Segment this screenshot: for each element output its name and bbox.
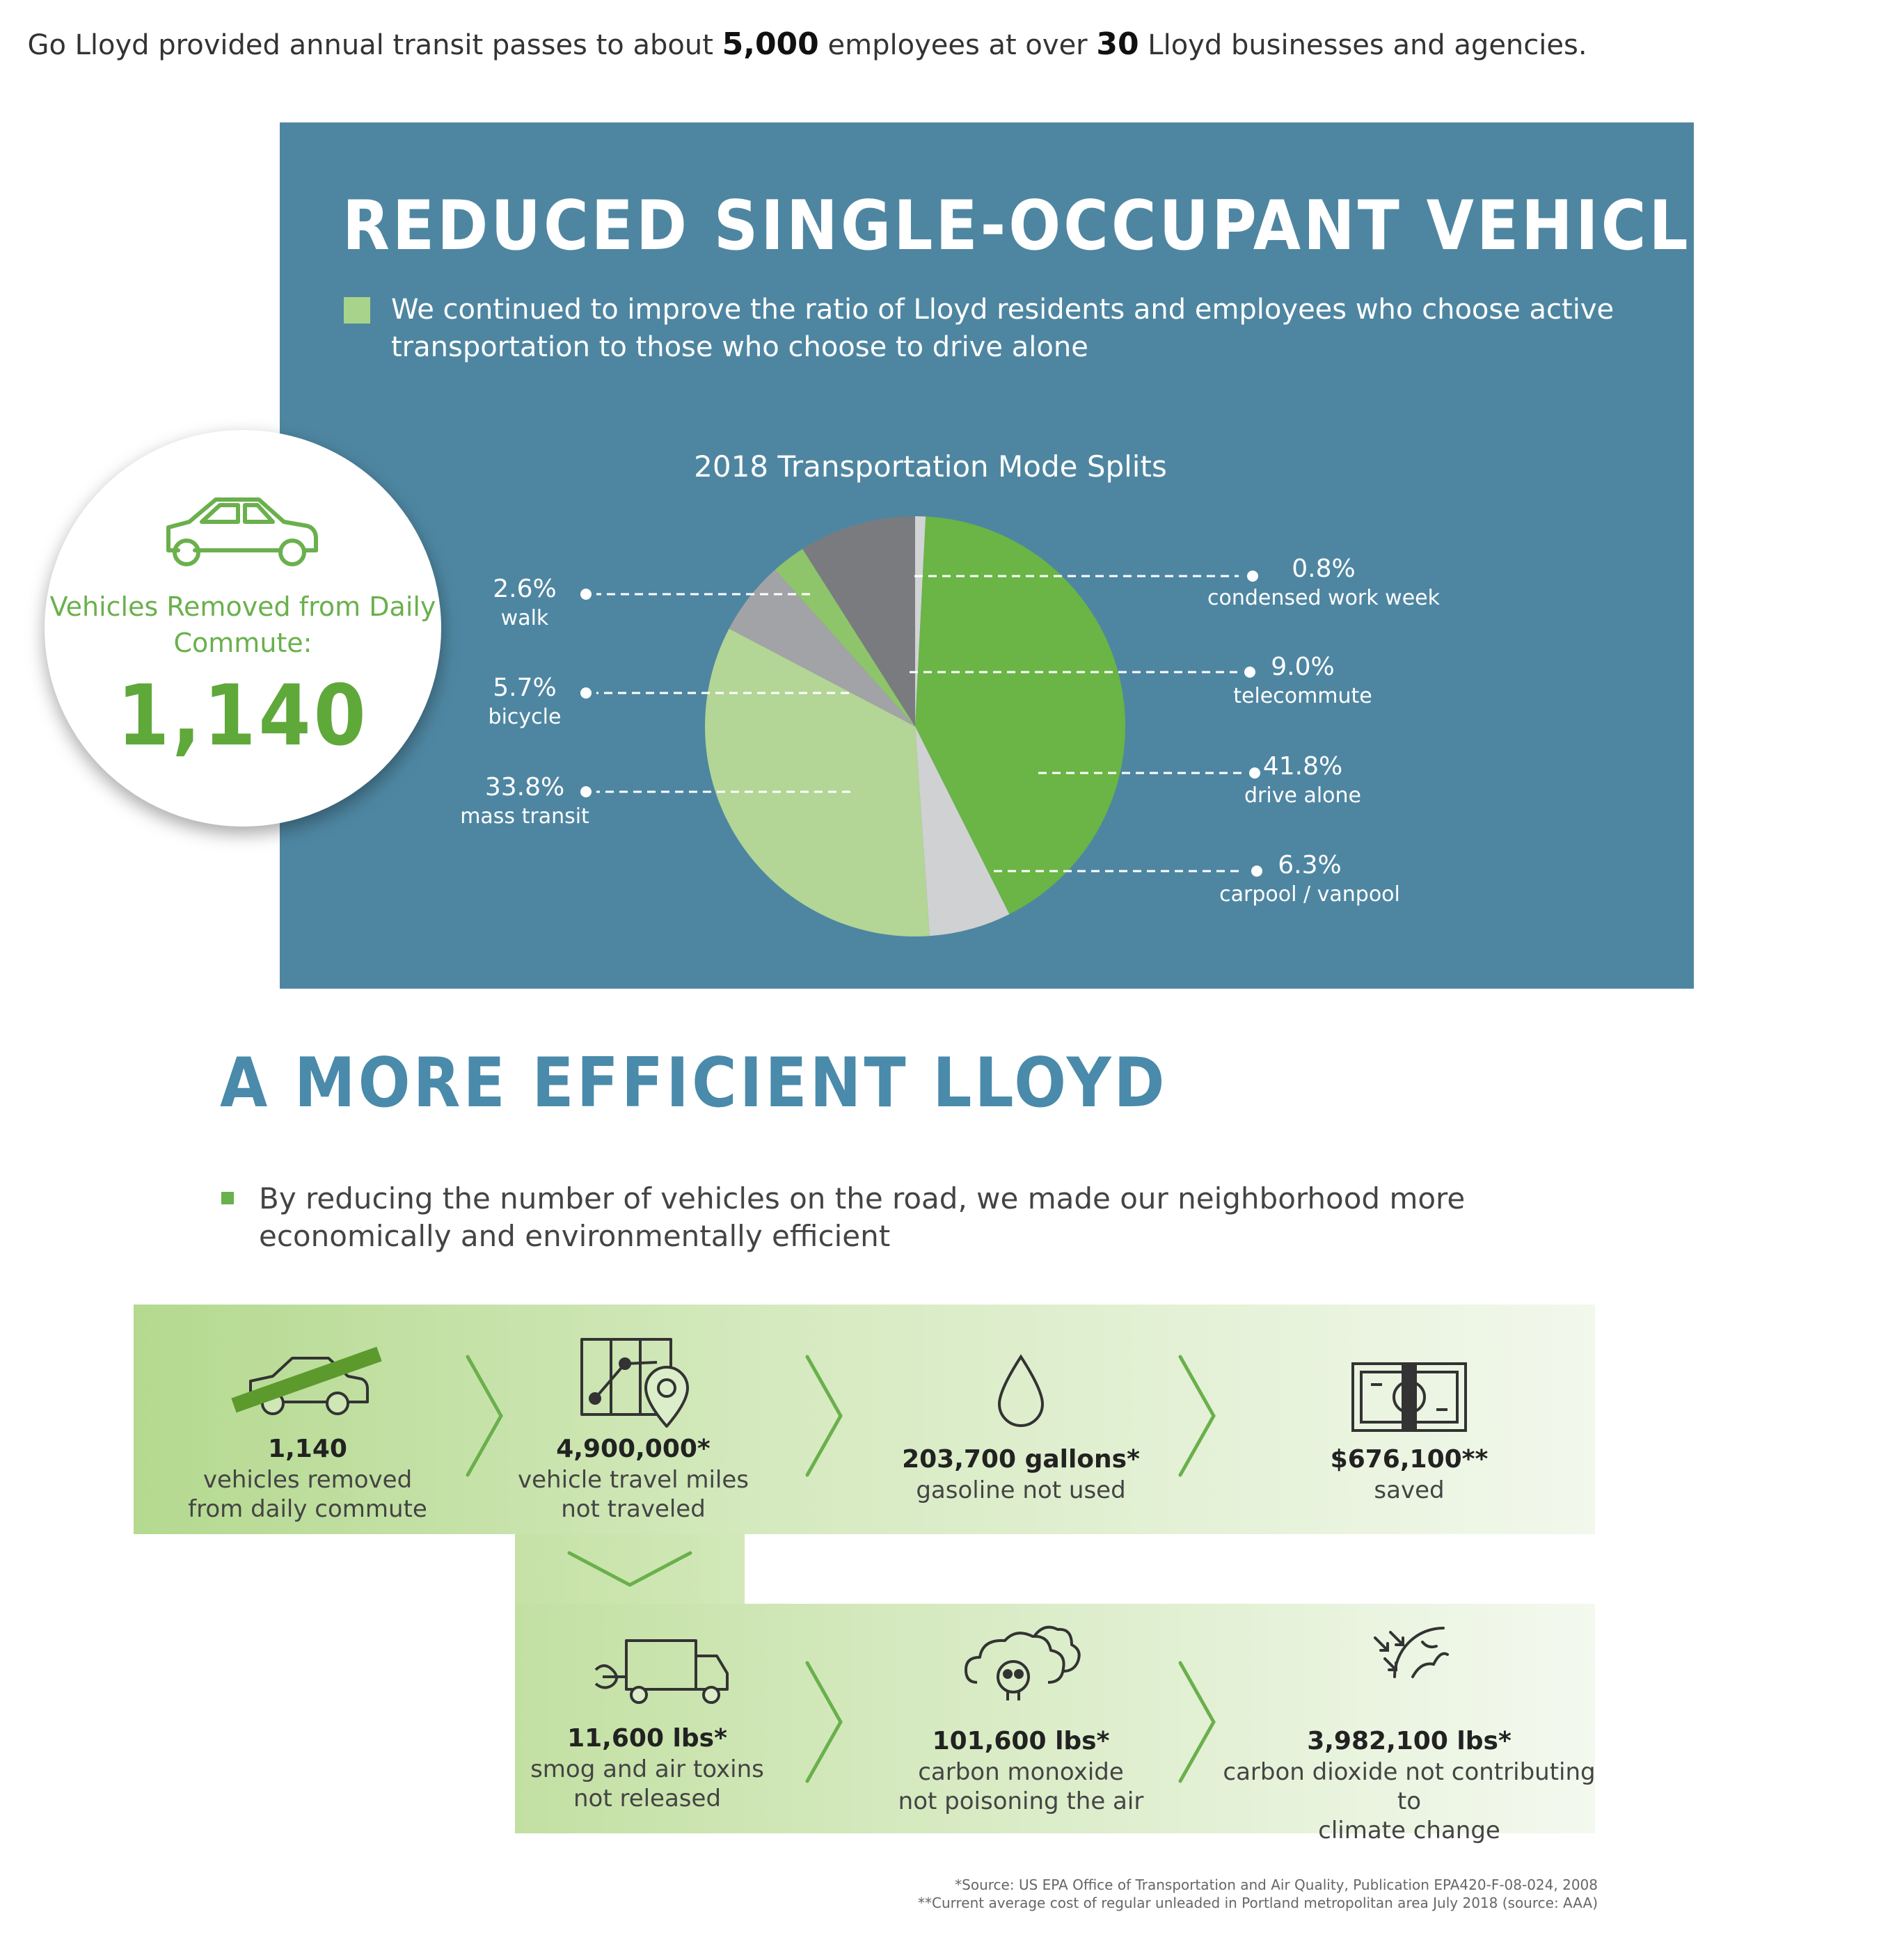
stat-description: vehicle travel miles (518, 1466, 749, 1494)
pie-name-drive-alone: drive alone (1244, 783, 1361, 808)
intro-business-count: 30 (1096, 26, 1139, 62)
stats-band-connector (515, 1534, 745, 1604)
vehicles-removed-label: Vehicles Removed from Daily Commute: (49, 591, 436, 658)
car-icon (161, 484, 322, 575)
stat-value: 203,700 gallons* (902, 1445, 1140, 1474)
pie-label-drive-alone (1177, 751, 1428, 810)
section-title-efficient: A MORE EFFICIENT LLOYD (220, 1044, 1168, 1123)
pie-value-mass-transit: 33.8% (484, 773, 565, 802)
stat-description: gasoline not used (916, 1476, 1126, 1504)
stat-gasoline (882, 1444, 1160, 1505)
stat-description: not traveled (561, 1495, 706, 1523)
pie-value-carpool: 6.3% (1278, 851, 1342, 879)
stat-description: saved (1374, 1476, 1445, 1504)
stat-carbon-monoxide (882, 1725, 1160, 1816)
intro-text-b: employees at over (818, 29, 1097, 61)
pie-name-carpool: carpool / vanpool (1219, 882, 1400, 907)
stat-value: 1,140 (268, 1435, 347, 1463)
stat-value: 4,900,000* (556, 1435, 711, 1463)
pie-name-bicycle: bicycle (488, 705, 562, 729)
section2-bullet-square (221, 1192, 234, 1204)
panel-bullet-text: We continued to improve the ratio of Lloyd residents and employees who choose active transportation to those who choose to drive alone (391, 294, 1615, 363)
pie-label-condensed-work-week (1198, 554, 1449, 612)
pie-value-bicycle: 5.7% (493, 673, 557, 702)
stat-description: not poisoning the air (898, 1787, 1144, 1815)
stat-smog (518, 1723, 776, 1813)
stat-travel-miles (505, 1433, 762, 1524)
pie-value-telecommute: 9.0% (1271, 653, 1335, 681)
intro-employees-count: 5,000 (722, 26, 819, 62)
stat-description: climate change (1318, 1817, 1500, 1844)
intro-text-a: Go Lloyd provided annual transit passes to about (27, 29, 722, 61)
stat-value: 101,600 lbs* (932, 1727, 1110, 1755)
footnote-cost: **Current average cost of regular unleaded in Portland metropolitan area July 2018 (source: AAA) (918, 1895, 1598, 1911)
section2-bullet-text: By reducing the number of vehicles on the road, we made our neighborhood more economically and environmentally efficient (259, 1181, 1466, 1253)
pie-label-telecommute (1177, 652, 1428, 710)
stat-carbon-dioxide (1214, 1725, 1604, 1845)
footnote-source: *Source: US EPA Office of Transportation and Air Quality, Publication EPA420-F-08-024, 2008 (955, 1876, 1598, 1893)
stat-value: 3,982,100 lbs* (1307, 1727, 1512, 1755)
pie-name-telecommute: telecommute (1233, 684, 1372, 708)
stat-saved (1270, 1444, 1548, 1505)
stat-description: vehicles removed (203, 1466, 413, 1494)
stat-value: 11,600 lbs* (567, 1724, 727, 1753)
panel-title: REDUCED SINGLE-OCCUPANT VEHICLE USE (342, 186, 1904, 266)
stat-description: smog and air toxins (530, 1755, 764, 1783)
pie-value-walk: 2.6% (493, 575, 557, 603)
pie-value-condensed-work-week: 0.8% (1292, 555, 1356, 583)
chart-title: 2018 Transportation Mode Splits (694, 449, 1167, 484)
stat-description: carbon monoxide (918, 1758, 1124, 1786)
stat-vehicles-removed (168, 1433, 447, 1524)
stat-description: carbon dioxide not contributing to (1223, 1758, 1596, 1815)
stat-description: from daily commute (188, 1495, 427, 1523)
stat-value: $676,100** (1330, 1445, 1489, 1474)
intro-sentence (0, 26, 1615, 62)
pie-chart (280, 122, 1904, 989)
pie-name-condensed-work-week: condensed work week (1207, 586, 1440, 610)
pie-name-walk: walk (500, 606, 549, 630)
pie-label-carpool (1184, 850, 1435, 909)
vehicles-removed-value: 1,140 (117, 668, 369, 765)
pie-value-drive-alone: 41.8% (1262, 752, 1343, 781)
stat-description: not released (573, 1785, 722, 1812)
pie-name-mass-transit: mass transit (460, 804, 589, 829)
pie-label-mass-transit (399, 772, 650, 831)
intro-text-c: Lloyd businesses and agencies. (1139, 29, 1587, 61)
